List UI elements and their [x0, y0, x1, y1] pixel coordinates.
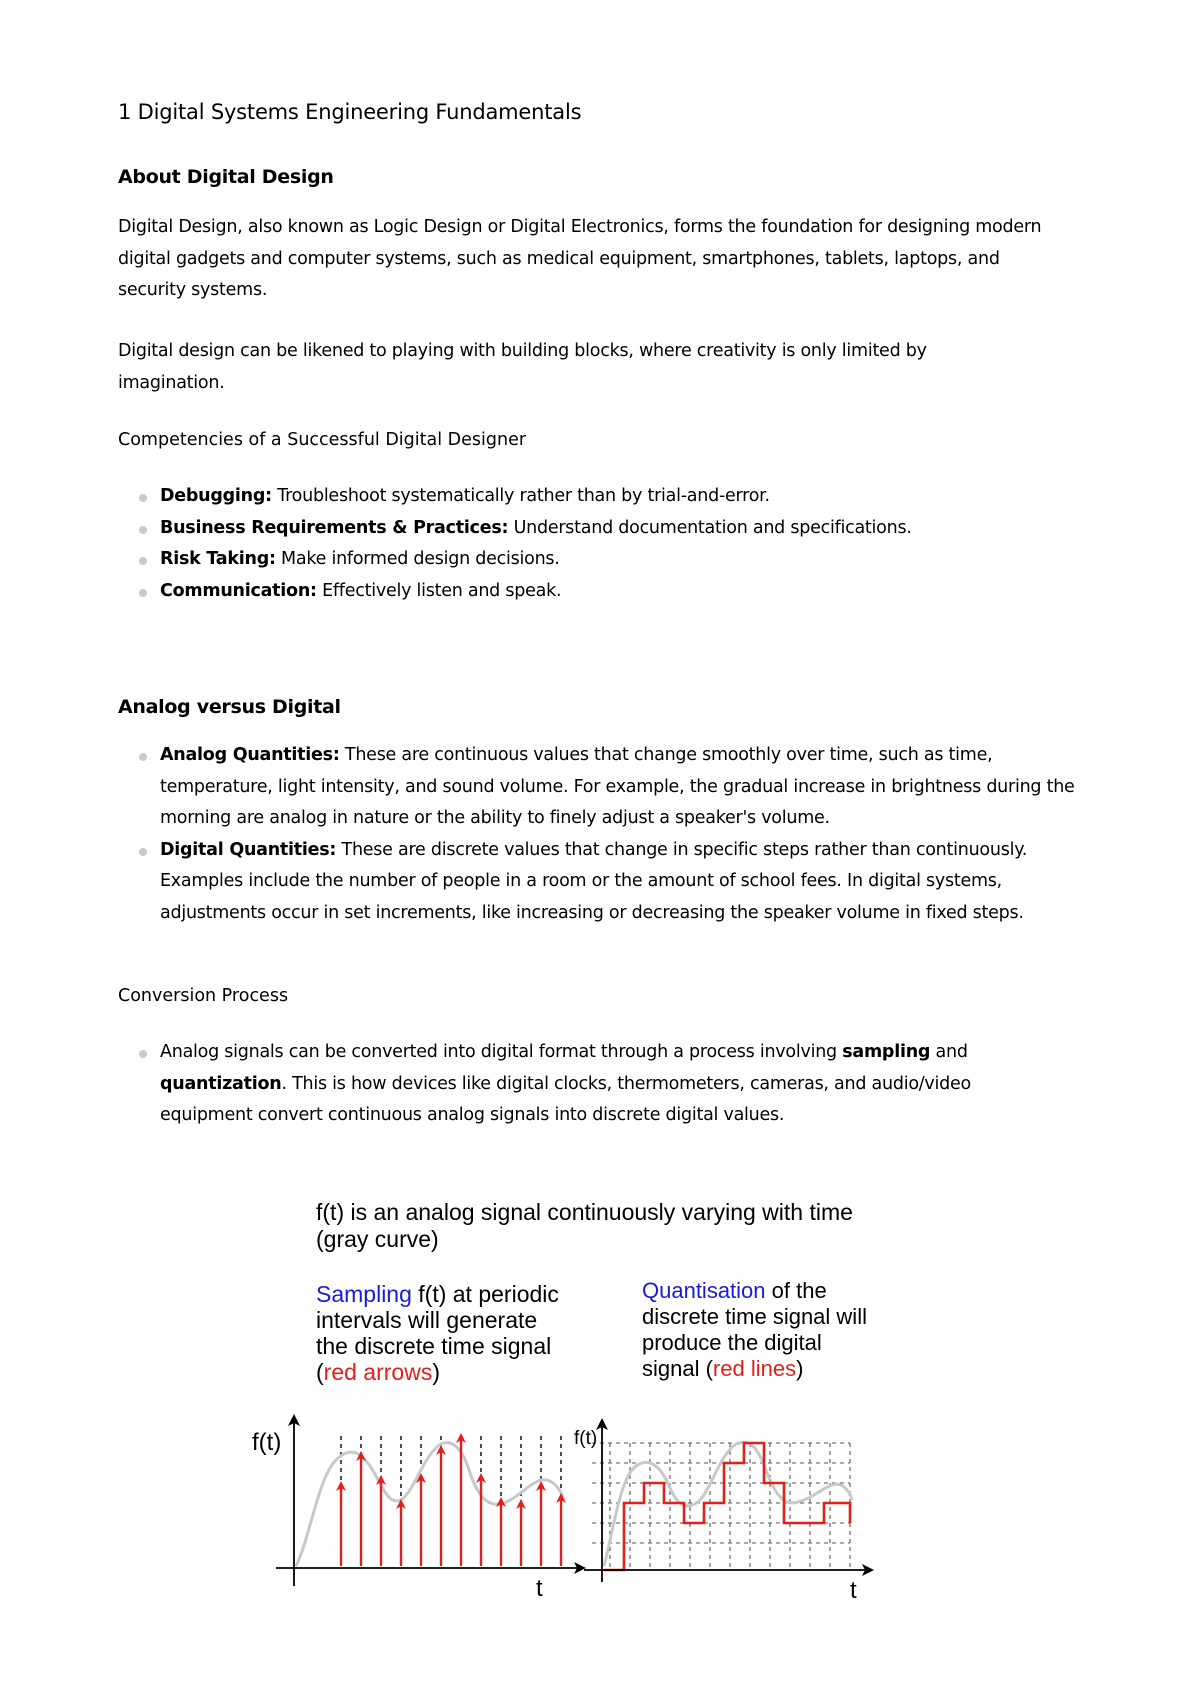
figure-title-line2: (gray curve)	[316, 1226, 439, 1252]
right-caption-line4: signal (red lines)	[642, 1356, 804, 1381]
left-caption-line4: (red arrows)	[316, 1359, 440, 1385]
quantisation-x-label: t	[850, 1577, 857, 1604]
list-item: Business Requirements & Practices: Understand documentation and specifications.	[118, 513, 1098, 545]
left-caption-line2: intervals will generate	[316, 1307, 538, 1333]
list-item: Risk Taking: Make informed design decisions.	[118, 544, 1098, 576]
left-caption-line1: Sampling f(t) at periodic	[316, 1281, 559, 1307]
sampling-dashed-guides	[341, 1436, 561, 1566]
right-caption-line3: produce the digital	[642, 1330, 822, 1355]
paragraph-building-blocks: Digital design can be likened to playing with building blocks, where creativity is only limited by imagination.	[118, 341, 927, 393]
figure-title-line1: f(t) is an analog signal continuously varying with time	[316, 1199, 853, 1225]
right-caption-line2: discrete time signal will	[642, 1304, 867, 1329]
right-caption-line1: Quantisation of the	[642, 1278, 827, 1303]
subheading-conversion: Conversion Process	[118, 986, 289, 1006]
list-item: Analog Quantities: These are continuous values that change smoothly over time, such as time, temperature, light intensity, and sound volume. For example, the gradual increase in brightness during the morning are analog in nature or the ability to finely adjust a speaker's volume.	[118, 740, 1083, 835]
quantisation-plot	[574, 1424, 868, 1604]
figure-svg	[252, 1188, 958, 1628]
sampling-quantisation-figure	[252, 1188, 958, 1628]
list-item: Communication: Effectively listen and speak.	[118, 576, 1098, 608]
section-heading-about: About Digital Design	[118, 166, 334, 188]
sample-arrows	[341, 1438, 561, 1565]
competencies-list	[118, 481, 1098, 607]
paragraph-intro: Digital Design, also known as Logic Design or Digital Electronics, forms the foundation for designing modern digital gadgets and computer systems, such as medical equipment, smartphones, tablets, laptops, and security systems.	[118, 217, 1042, 300]
document-title: 1 Digital Systems Engineering Fundamentals	[118, 100, 582, 124]
section-heading-analog-digital: Analog versus Digital	[118, 696, 341, 718]
analog-digital-list	[118, 740, 1083, 929]
list-item: Digital Quantities: These are discrete values that change in specific steps rather than continuously. Examples include the number of people in a room or the amount of school fees. In digital systems, adjustments occur in set increments, like increasing or decreasing the speaker volume in fixed steps.	[118, 835, 1083, 930]
analog-signal-curve	[296, 1443, 564, 1566]
subheading-competencies: Competencies of a Successful Digital Designer	[118, 430, 527, 450]
sampling-plot	[252, 1420, 580, 1602]
left-caption-line3: the discrete time signal	[316, 1333, 552, 1359]
sampling-y-label: f(t)	[252, 1429, 282, 1456]
conversion-list	[118, 1037, 1058, 1132]
list-item: Debugging: Troubleshoot systematically rather than by trial-and-error.	[118, 481, 1098, 513]
sampling-x-label: t	[536, 1575, 543, 1602]
quantisation-y-label: f(t)	[574, 1428, 598, 1449]
list-item: Analog signals can be converted into digital format through a process involving sampling and quantization. This is how devices like digital clocks, thermometers, cameras, and audio/video equipment convert continuous analog signals into discrete digital values.	[118, 1037, 1058, 1132]
